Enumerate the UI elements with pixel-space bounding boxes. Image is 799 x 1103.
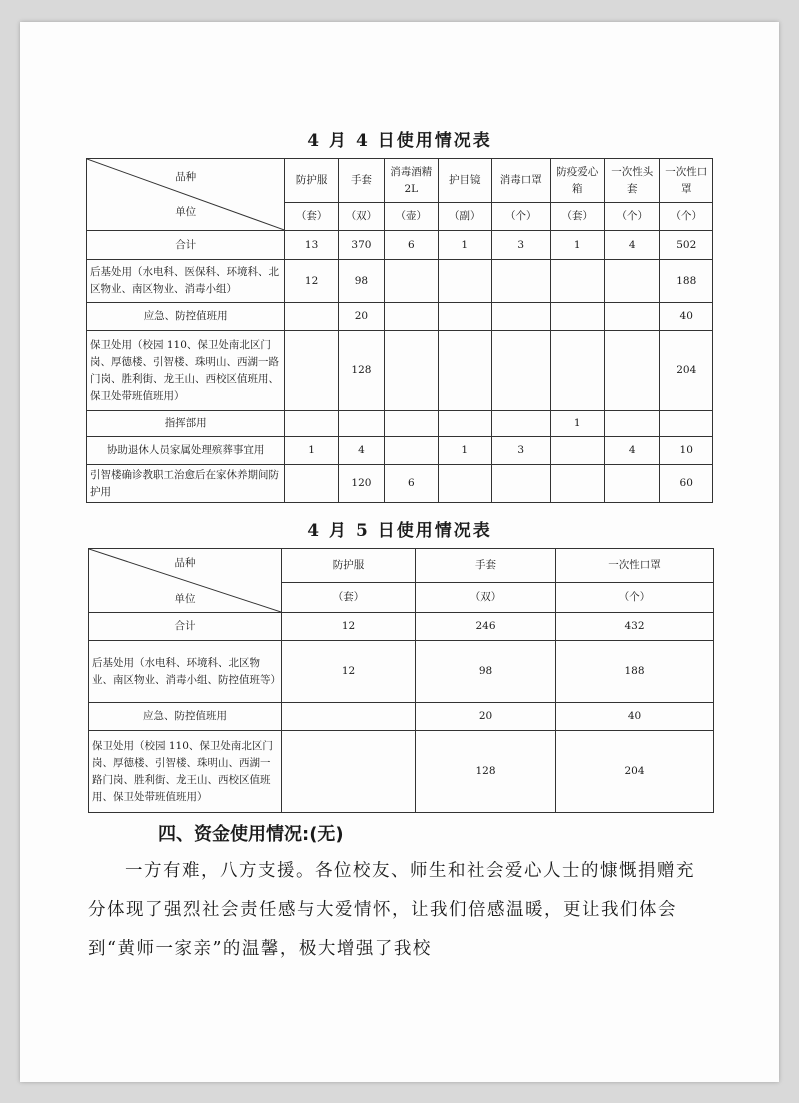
table-cell: 10	[660, 437, 713, 465]
table1-header-row	[87, 159, 713, 203]
table2-header-row	[89, 549, 714, 583]
table1-col-header: 手套	[338, 159, 384, 203]
table-cell	[438, 411, 491, 437]
row-label: 指挥部用	[87, 411, 285, 437]
table-cell: 1	[438, 437, 491, 465]
table2-corner-cell	[89, 549, 282, 613]
table-cell: 120	[338, 465, 384, 503]
table2-col-header: 一次性口罩	[556, 549, 714, 583]
table-cell: 188	[660, 260, 713, 303]
table-cell	[285, 411, 338, 437]
table-cell: 1	[285, 437, 338, 465]
table-cell: 98	[416, 641, 556, 703]
table-cell: 1	[550, 231, 604, 260]
table-cell	[550, 331, 604, 411]
table-cell: 3	[491, 231, 550, 260]
table-cell	[438, 465, 491, 503]
table-cell	[491, 411, 550, 437]
table-row	[87, 260, 713, 303]
table-cell	[285, 303, 338, 331]
table-cell: 188	[556, 641, 714, 703]
table-cell: 40	[556, 703, 714, 731]
table-cell: 4	[604, 437, 660, 465]
table-cell: 1	[550, 411, 604, 437]
row-label: 应急、防控值班用	[87, 303, 285, 331]
table-cell: 204	[556, 731, 714, 813]
table-cell: 432	[556, 613, 714, 641]
table-cell	[285, 465, 338, 503]
table1-unit: （双）	[338, 203, 384, 231]
table-cell	[385, 437, 438, 465]
row-label: 后基处用（水电科、环境科、北区物业、南区物业、消毒小组、防控值班等）	[89, 641, 282, 703]
table-cell	[604, 260, 660, 303]
table-cell	[550, 437, 604, 465]
table-cell	[491, 331, 550, 411]
table-cell	[491, 465, 550, 503]
table1-col-header: 一次性头套	[604, 159, 660, 203]
table1-unit: （个）	[660, 203, 713, 231]
table2-col-header: 手套	[416, 549, 556, 583]
table-row	[89, 641, 714, 703]
table-cell: 13	[285, 231, 338, 260]
row-label: 保卫处用（校园 110、保卫处南北区门岗、厚德楼、引智楼、珠明山、西湖一路门岗、胜利街、龙王山、西校区值班用、保卫处带班值班用）	[87, 331, 285, 411]
table-cell	[385, 411, 438, 437]
table1-col-header: 消毒口罩	[491, 159, 550, 203]
table-cell	[438, 303, 491, 331]
table1-unit: （套）	[285, 203, 338, 231]
table-cell	[282, 731, 416, 813]
table2-corner-top: 品种	[174, 557, 196, 569]
table-cell: 6	[385, 465, 438, 503]
table1-col-header: 防护服	[285, 159, 338, 203]
table-cell	[438, 260, 491, 303]
table-row	[87, 303, 713, 331]
table-row	[89, 703, 714, 731]
table-cell	[604, 303, 660, 331]
table-row	[87, 437, 713, 465]
table-cell	[491, 303, 550, 331]
table-row	[87, 331, 713, 411]
row-label: 后基处用（水电科、医保科、环境科、北区物业、南区物业、消毒小组）	[87, 260, 285, 303]
table1-corner-bottom: 单位	[175, 206, 197, 218]
table-cell: 40	[660, 303, 713, 331]
table-cell: 60	[660, 465, 713, 503]
table-cell: 20	[416, 703, 556, 731]
table1-col-header: 防疫爱心箱	[550, 159, 604, 203]
table-cell: 204	[660, 331, 713, 411]
table-cell: 12	[282, 613, 416, 641]
table-cell: 4	[604, 231, 660, 260]
table1-unit: （个）	[604, 203, 660, 231]
table-cell: 370	[338, 231, 384, 260]
table-cell	[491, 260, 550, 303]
table1	[86, 158, 713, 503]
table-cell	[338, 411, 384, 437]
table-row	[89, 613, 714, 641]
table-cell	[385, 260, 438, 303]
table-row	[89, 731, 714, 813]
table-row	[87, 411, 713, 437]
table2-unit: （双）	[416, 583, 556, 613]
table-row	[87, 465, 713, 503]
row-label: 合计	[89, 613, 282, 641]
table-cell: 128	[338, 331, 384, 411]
table1-unit: （副）	[438, 203, 491, 231]
table2-col-header: 防护服	[282, 549, 416, 583]
table-cell: 6	[385, 231, 438, 260]
row-label: 引智楼确诊教职工治愈后在家休养期间防护用	[87, 465, 285, 503]
table-cell	[285, 331, 338, 411]
table-cell: 3	[491, 437, 550, 465]
table2	[88, 548, 714, 813]
section4-paragraph: 一方有难，八方支援。各位校友、师生和社会爱心人士的慷慨捐赠充分体现了强烈社会责任感与大爱情怀，让我们倍感温暖，更让我们体会到“黄师一家亲”的温馨，极大增强了我校	[88, 861, 695, 959]
row-label: 应急、防控值班用	[89, 703, 282, 731]
table1-corner-top: 品种	[175, 171, 197, 183]
document-page	[20, 22, 779, 1082]
table-cell	[282, 703, 416, 731]
table1-corner-cell	[87, 159, 285, 231]
row-label: 合计	[87, 231, 285, 260]
table-cell: 128	[416, 731, 556, 813]
table-cell	[604, 331, 660, 411]
table-cell	[385, 303, 438, 331]
table-cell	[550, 260, 604, 303]
row-label: 协助退休人员家属处理殡葬事宜用	[87, 437, 285, 465]
row-label: 保卫处用（校园 110、保卫处南北区门岗、厚德楼、引智楼、珠明山、西湖一路门岗、胜利街、龙王山、西校区值班用、保卫处带班值班用）	[89, 731, 282, 813]
table-cell: 12	[282, 641, 416, 703]
table-cell	[438, 331, 491, 411]
table2-corner-bottom: 单位	[174, 593, 196, 605]
table2-title: 4 月 5 日使用情况表	[307, 521, 492, 541]
table-cell	[604, 411, 660, 437]
table-cell: 98	[338, 260, 384, 303]
table-cell	[550, 465, 604, 503]
section4-heading: 四、资金使用情况:(无)	[158, 824, 344, 845]
table-cell: 4	[338, 437, 384, 465]
table1-unit: （壶）	[385, 203, 438, 231]
table-cell: 246	[416, 613, 556, 641]
table-row	[87, 231, 713, 260]
table-cell: 20	[338, 303, 384, 331]
table-cell: 12	[285, 260, 338, 303]
table2-unit: （套）	[282, 583, 416, 613]
table1-unit: （套）	[550, 203, 604, 231]
table-cell: 502	[660, 231, 713, 260]
table-cell	[660, 411, 713, 437]
table1-col-header: 消毒酒精2L	[385, 159, 438, 203]
table1-unit: （个）	[491, 203, 550, 231]
table2-unit: （个）	[556, 583, 714, 613]
table-cell	[604, 465, 660, 503]
table-cell	[550, 303, 604, 331]
table1-title: 4 月 4 日使用情况表	[307, 131, 492, 151]
table-cell	[385, 331, 438, 411]
table1-col-header: 护目镜	[438, 159, 491, 203]
table1-col-header: 一次性口罩	[660, 159, 713, 203]
table-cell: 1	[438, 231, 491, 260]
